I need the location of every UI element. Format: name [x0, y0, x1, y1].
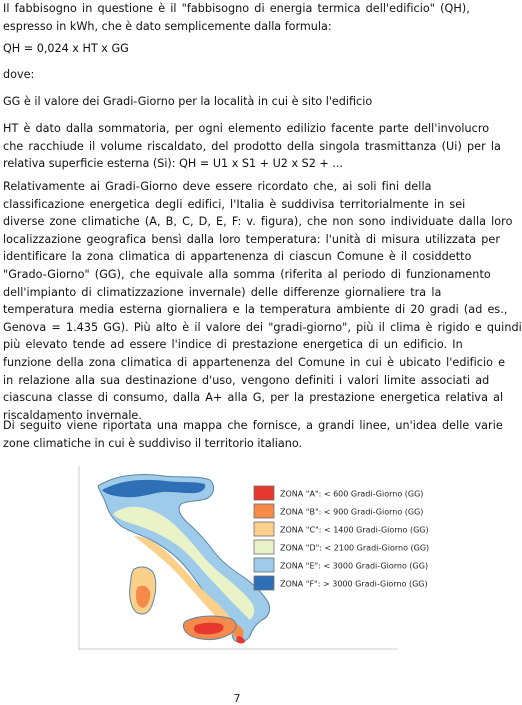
map-intro-paragraph [3, 417, 503, 452]
text-line: diverse zone climatiche (A, B, C, D, E, F: v. figura), che non sono individuate dalla loro [3, 215, 513, 229]
legend-swatch [254, 504, 274, 518]
text-line: identificare la zona climatica di appartenenza di ciascun Comune è il cosiddetto [3, 250, 472, 264]
page-number: 7 [233, 692, 241, 705]
text-line: zone climatiche in cui è suddiviso il territorio italiano. [3, 436, 303, 450]
gg-definition [3, 93, 503, 111]
text-line: riscaldamento invernale. [3, 408, 142, 422]
gg-definition-text: GG è il valore dei Gradi-Giorno per la località in cui è sito l'edificio [3, 95, 373, 108]
legend-label: ZONA "F": > 3000 Gradi-Giorno (GG) [280, 579, 428, 589]
text-line: funzione della zona climatica di appartenenza del Comune in cui è ubicato l'edificio e [3, 355, 506, 369]
text-line: classificazione energetica degli edifici, l'Italia è suddivisa territorialmente in sei [3, 197, 466, 211]
text-line: Genova = 1.435 GG). Più alto è il valore dei "gradi-giorno", più il clima è rigido e quindi [3, 320, 522, 334]
text-line: relativa superficie esterna (Si): QH = U1 x S1 + U2 x S2 + ... [3, 157, 343, 171]
legend-swatch [254, 522, 274, 536]
legend-swatch [254, 576, 274, 590]
italy-map-figure [78, 466, 430, 650]
dove-text: dove: [3, 68, 35, 81]
text-line: Il fabbisogno in questione è il "fabbisogno di energia termica dell'edificio" (QH), [3, 2, 470, 15]
text-line: più elevato tende ad essere l'indice di prestazione energetica di un edificio. In [3, 338, 463, 352]
legend-label: ZONA "B": < 900 Gradi-Giorno (GG) [280, 507, 424, 517]
text-line: localizzazione geografica bensì dalla loro temperatura: l'unità di misura utilizzata per [3, 232, 501, 246]
text-line: Relativamente ai Gradi-Giorno deve essere ricordato che, ai soli fini della [3, 180, 432, 193]
text-line: in relazione alla sua destinazione d'uso, vengono definiti i valori limite associati ad [3, 373, 490, 387]
dove-line [3, 66, 503, 84]
text-line: ciascuna classe di consumo, dalla A+ alla G, per la prestazione energetica relativa al [3, 391, 504, 405]
text-line: "Grado-Giorno" (GG), che equivale alla somma (riferita al periodo di funzionamento [3, 267, 491, 281]
intro-paragraph [3, 0, 503, 35]
legend-label: ZONA "E": < 3000 Gradi-Giorno (GG) [280, 561, 429, 571]
text-line: dell'impianto di climatizzazione invernale) delle differenze giornaliere tra la [3, 285, 442, 299]
text-line: temperatura media esterna giornaliera e la temperatura ambiente di 20 gradi (ad es., [3, 303, 508, 317]
gradi-giorno-paragraph [3, 178, 522, 424]
legend-label: ZONA "A": < 600 Gradi-Giorno (GG) [280, 489, 424, 499]
legend-swatch [254, 558, 274, 572]
ht-definition [3, 120, 503, 173]
formula-text: QH = 0,024 x HT x GG [3, 42, 129, 55]
legend-swatch [254, 486, 274, 500]
text-line: Di seguito viene riportata una mappa che fornisce, a grandi linee, un'idea delle varie [3, 419, 503, 432]
legend-swatch [254, 540, 274, 554]
text-line: HT è dato dalla sommatoria, per ogni elemento edilizio facente parte dell'involucro [3, 122, 490, 135]
text-line: che racchiude il volume riscaldato, del prodotto della singola trasmittanza (Ui) per la [3, 139, 501, 153]
text-line: espresso in kWh, che è dato semplicemente dalla formula: [3, 19, 332, 33]
legend-label: ZONA "C": < 1400 Gradi-Giorno (GG) [280, 525, 429, 535]
legend-label: ZONA "D": < 2100 Gradi-Giorno (GG) [280, 543, 430, 553]
climate-zone-map [78, 466, 430, 650]
formula-line [3, 40, 503, 58]
